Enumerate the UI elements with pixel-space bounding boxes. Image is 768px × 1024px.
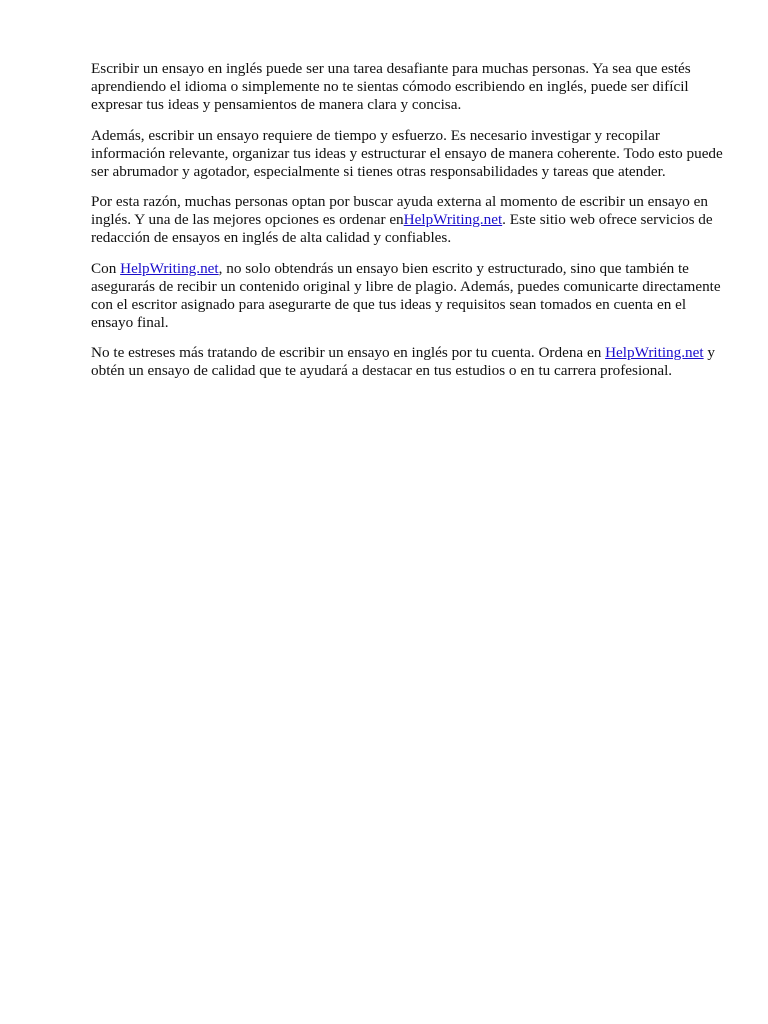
helpwriting-link[interactable]: HelpWriting.net [120, 259, 219, 277]
text-segment: Por esta razón, muchas personas optan por buscar ayuda externa al momento de escribir un ensayo en inglés. Y una de las mejores opciones es ordenar en [91, 193, 708, 228]
paragraph-effort [91, 127, 727, 181]
text-segment: , no solo obtendrás un ensayo bien escrito y estructurado, sino que también te asegurarás de recibir un contenido original y libre de plagio. Además, puedes comunicarte directamente con el escritor asignado para asegurarte de que tus ideas y requisitos sean tomados en cuenta en el ensayo final. [91, 259, 721, 331]
helpwriting-link[interactable]: HelpWriting.net [605, 344, 704, 361]
paragraph-closing [91, 344, 727, 380]
text-segment: Con [91, 259, 121, 277]
helpwriting-link[interactable]: HelpWriting.net [403, 211, 503, 228]
paragraph-benefits [91, 260, 727, 332]
text-segment: No te estreses más tratando de escribir un ensayo en inglés por tu cuenta. Ordena en [91, 344, 606, 361]
text-segment: . Este sitio web ofrece servicios de redacción de ensayos en inglés de alta calidad y confiables. [91, 211, 713, 246]
paragraph-intro [91, 60, 727, 114]
text-segment: Además, escribir un ensayo requiere de tiempo y esfuerzo. Es necesario investigar y recopilar información relevante, organizar tus ideas y estructurar el ensayo de manera coherente. Todo esto puede ser abrumador y agotador, especialmente si tienes otras responsabilidades y tareas que atender. [91, 126, 723, 180]
text-segment: Escribir un ensayo en inglés puede ser una tarea desafiante para muchas personas. Ya sea que estés aprendiendo el idioma o simplemente no te sientas cómodo escribiendo en inglés, puede ser difícil expresar tus ideas y pensamientos de manera clara y concisa. [91, 60, 691, 113]
paragraph-help [91, 193, 727, 247]
text-segment: y obtén un ensayo de calidad que te ayudará a destacar en tus estudios o en tu carrera profesional. [91, 344, 715, 379]
document-body [91, 60, 727, 393]
